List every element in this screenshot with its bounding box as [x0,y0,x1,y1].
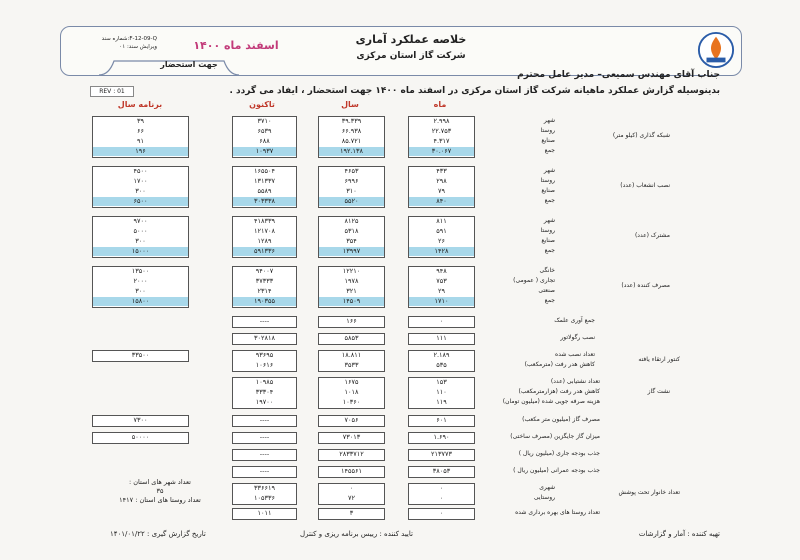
table-cell: ۳۷۱۰ [257,117,272,125]
table-cell: ۷۳۰۱۳ [342,433,361,441]
single-label: نصب رگولاتور [560,334,595,341]
table-cell: ۱۹۲.۱۳۸ [319,147,384,156]
year-box [318,432,385,444]
month-box [408,432,475,444]
table-cell: ۵۹۱۳۳۶ [233,247,296,256]
table-cell: ۱۳۵۰۰ [131,267,150,275]
todate-box [232,333,297,345]
table-cell: ۶۶.۹۳۸ [341,127,362,135]
year-box [318,377,385,409]
todate-box [232,432,297,444]
year-box [318,449,385,461]
year-box [318,483,385,505]
table-cell: ۱۳۱۳۳۷ [254,177,275,185]
table-cell: ۳۰۰ [135,187,146,195]
table-cell: ۵۳۵ [436,361,447,369]
table-cell: ۱۰۵۳۳۶ [254,494,275,502]
row-name: صنایع [541,187,555,194]
footer-date: تاریخ گزارش گیری : ۱۴۰۱/۰۱/۲۲ [110,530,206,538]
leak-row-name: کاهش هدر رفت (هزارمترمکعب) [518,388,600,395]
table-cell: ۲۰۰۰ [133,277,148,285]
table-cell: ۴۳۳ [436,167,447,175]
row-name: شهر [543,167,555,174]
section-label: مشترک (عدد) [634,232,670,239]
year-box [318,166,385,208]
meter-row-name: تعداد نصب شده [555,351,595,358]
table-cell: ۱۶۵۵۰۴ [254,167,275,175]
table-cell: ۳۵۴ [346,237,357,245]
report-header [60,26,742,76]
month-box [408,508,475,520]
plan-box [92,166,189,208]
table-cell: ۱۵۳ [436,378,447,386]
table-cell: ۰ [439,317,444,325]
extra-label: جذب بودجه جاری (میلیون ریال ) [518,450,600,457]
row-name: تجاری ( عمومی) [513,277,555,284]
month-box [408,316,475,328]
table-cell: ۳۰۳۳۳۸ [233,197,296,206]
table-cell: ۱.۶۹۰ [433,433,450,441]
meter-row-name: کاهش هدر رفت (مترمکعب) [524,361,595,368]
table-cell: ۱۴۲۸ [409,247,474,256]
table-cell: ۱۰۶۱۶ [255,361,274,369]
todate-box [232,316,297,328]
table-cell: ۵۰۰۰۰ [131,433,150,441]
row-name: شهر [543,117,555,124]
table-cell: ۱۵۰۰۰ [93,247,188,256]
table-cell: ۵۵۲۰ [319,197,384,206]
todate-box [232,415,297,427]
row-name: جمع [544,197,555,204]
row-name: شهر [543,217,555,224]
table-cell: ۴۵۰۰ [133,167,148,175]
table-cell: ۳۸۰۵۳ [432,467,451,475]
table-cell: ۱۶۷۵ [344,378,359,386]
table-cell: ۱۹۶ [93,147,188,156]
year-box [318,116,385,158]
table-cell: ۱۹۰۳۵۵ [233,297,296,306]
table-cell: ۳۹ [137,117,144,125]
plan-box [92,116,189,158]
table-cell: ۶۵۳۹ [257,127,272,135]
table-cell: ۱۲۱۷۰۸ [254,227,275,235]
table-cell: ۰ [349,484,354,492]
todate-box [232,166,297,208]
table-cell: ۱۴۵۰۹ [319,297,384,306]
col-header-month: ماه [433,100,447,109]
table-cell: ۹۴۰۰۷ [255,267,274,275]
table-cell: ۳۵۳۳ [344,361,359,369]
table-cell: ۱۶۶ [346,317,357,325]
col-header-todate: تاکنون [249,100,275,109]
year-box [318,216,385,258]
month-box [408,166,475,208]
table-cell: ۱۰۹۸۵ [255,378,274,386]
table-cell: ۰ [439,484,444,492]
table-cell: ۴.۳۱۷ [433,137,450,145]
year-box [318,333,385,345]
table-cell: ۳۱۰ [346,187,357,195]
form-version: ویرایش سند: ۰۱ [119,44,157,50]
table-cell: ۳ [349,509,354,517]
table-cell: ۸۴۰ [409,197,474,206]
table-cell: ۷۳۰۰ [133,416,148,424]
plan-box [92,266,189,308]
table-cell: ۹۱ [137,137,144,145]
table-cell: ۷۹ [438,187,445,195]
province-cities-label: تعداد شهر های استان : [128,478,191,486]
leak-row-name: هزینه صرفه جویی شده (میلیون تومان) [502,398,600,405]
row-name: جمع [544,297,555,304]
company-logo-icon [697,31,735,69]
attention-label: جهت استحضار [160,60,218,69]
table-cell: ۸۵.۷۲۱ [341,137,362,145]
table-cell: ۲۹ [438,287,445,295]
section-label: مصرف کننده (عدد) [621,282,670,289]
table-cell: ۵۹۱ [436,227,447,235]
plan-box [92,415,189,427]
table-cell: ۵۸۵۳ [344,334,359,342]
table-cell: ۹۷۰۰ [133,217,148,225]
table-cell: ۲۱۳۷۷۳ [431,450,452,458]
table-cell: ---- [259,467,270,475]
plan-box [92,350,189,362]
table-cell: ۶۶ [137,127,144,135]
year-box [318,266,385,308]
table-cell: ۴۶۵۳ [344,167,359,175]
table-cell: ۳۳۵۰۰ [131,351,150,359]
table-cell: ۶۵۰۰ [93,197,188,206]
year-box [318,466,385,478]
table-cell: ۱۷۱۰ [409,297,474,306]
province-cities-count: ۳۵ [156,487,164,495]
table-cell: ۱۳۹۹۷ [319,247,384,256]
extra-label: جذب بودجه عمرانی (میلیون ریال ) [513,467,600,474]
section-label: شبکه گذاری (کیلو متر) [612,132,670,139]
table-cell: ۱۲۸۹ [257,237,272,245]
table-cell: ۸۱۱ [436,217,447,225]
meters-label: کنتور ارتقاء یافته [638,356,680,363]
todate-box [232,350,297,372]
todate-box [232,466,297,478]
year-box [318,508,385,520]
table-cell: ---- [259,416,270,424]
year-box [318,350,385,372]
table-cell: ۲۳۱۴ [257,287,272,295]
intro-line: بدینوسیله گزارش عملکرد ماهیانه شرکت گاز استان مرکزی در اسفند ماه ۱۴۰۰ جهت استحضار ، ایفاد می گردد . [229,86,720,96]
plan-box [92,216,189,258]
row-name: صنایع [541,137,555,144]
report-period: اسفند ماه ۱۴۰۰ [193,39,279,52]
table-cell: ۷۲ [348,494,355,502]
single-label: جمع آوری علمک [554,317,595,324]
month-box [408,377,475,409]
footer-approved: تایید کننده : رییس برنامه ریزی و کنترل [300,530,413,538]
table-cell: ۱۰۹۳۷ [233,147,296,156]
todate-box [232,377,297,409]
table-cell: ۵۵۸۹ [257,187,272,195]
table-cell: ۳۲۱ [346,287,357,295]
table-cell: ۳۰۰ [135,237,146,245]
plan-box [92,432,189,444]
month-box [408,449,475,461]
table-cell: ۳۰.۰۶۷ [409,147,474,156]
table-cell: ۳۰۲۸۱۸ [254,334,275,342]
col-header-year: سال [341,100,359,109]
section-label: نصب انشعاب (عدد) [620,182,670,189]
table-cell: ۱۸.۸۱۱ [341,351,362,359]
table-cell: ۱۱۱ [436,334,447,342]
todate-box [232,266,297,308]
row-name: صنعتی [538,287,555,294]
table-cell: ۳۰۰ [135,287,146,295]
table-cell: ۳۷۳۳۳ [255,277,274,285]
household-row-name: روستایی [533,494,555,501]
row-name: جمع [544,147,555,154]
recipient-line: جناب آقای مهندس سمیعی– مدیر عامل محترم [517,70,720,80]
company-name: شرکت گاز استان مرکزی [356,51,466,61]
row-name: خانگی [539,267,555,274]
leak-row-name: تعداد نشتیابی (عدد) [550,378,600,385]
table-cell: ۶۸۸ [259,137,270,145]
todate-box [232,116,297,158]
households-label: تعداد خانوار تحت پوشش [618,489,680,496]
table-cell: ۱۵۸۰۰ [93,297,188,306]
table-cell: ۹۳۶۹۵ [255,351,274,359]
table-cell: ۳۳۶۶۱۹ [254,484,275,492]
table-cell: ۶۰۱ [436,416,447,424]
table-cell: ۱۹۷۰۰ [255,398,274,406]
table-cell: ۱۷۰۰ [133,177,148,185]
revision-badge: REV : 01 [90,86,134,97]
todate-box [232,449,297,461]
table-cell: ۲۲.۷۵۳ [431,127,452,135]
household-row-name: شهری [539,484,555,491]
month-box [408,333,475,345]
month-box [408,216,475,258]
month-box [408,116,475,158]
table-cell: ---- [259,433,270,441]
extra-label: مصرف گاز (میلیون متر مکعب) [522,416,600,423]
month-box [408,266,475,308]
extra-label: میزان گاز جایگزین (مصرف ساختی) [510,433,600,440]
province-villages-label: تعداد روستا های استان : ۱۴۱۷ [119,496,201,504]
table-cell: ۵۰۰۰ [133,227,148,235]
month-box [408,466,475,478]
table-cell: ۸۱۲۵ [344,217,359,225]
table-cell: ۱۴۵۵۶۱ [341,467,362,475]
table-cell: ۲۹۸ [436,177,447,185]
table-cell: ۱۰۱۱ [257,509,272,517]
row-name: صنایع [541,237,555,244]
table-cell: ۲.۹۹۸ [433,117,450,125]
table-cell: ۱۰۳۶۰ [342,398,361,406]
table-cell: ۴۱۸۳۳۹ [254,217,275,225]
villages-label: تعداد روستا های بهره برداری شده [515,509,600,516]
col-header-plan: برنامه سال [117,100,163,109]
table-cell: ---- [259,317,270,325]
table-cell: ۷۰۵۶ [344,416,359,424]
todate-box [232,216,297,258]
table-cell: ۹۴۸ [436,267,447,275]
table-cell: ۰ [439,509,444,517]
todate-box [232,483,297,505]
row-name: روستا [540,127,555,134]
todate-box [232,508,297,520]
report-title: خلاصه عملکرد آماری [355,33,467,46]
table-cell: ۲.۱۸۹ [433,351,450,359]
month-box [408,350,475,372]
table-cell: ۳۹.۳۳۹ [341,117,362,125]
table-cell: ۱۱۹ [436,398,447,406]
table-cell: ۳۳۳۰۴ [255,388,274,396]
table-cell: ۲۸۳۳۷۱۲ [339,450,364,458]
footer-prepared: تهیه کننده : آمار و گزارشات [638,530,720,538]
table-cell: ۱۱۰ [436,388,447,396]
year-box [318,316,385,328]
form-info [67,35,157,51]
form-number: شماره سند:F-12-09-Q [101,36,157,42]
table-cell: ۲۶ [438,237,445,245]
row-name: جمع [544,247,555,254]
row-name: روستا [540,227,555,234]
year-box [318,415,385,427]
table-cell: ۰ [439,494,444,502]
leak-label: نشت گاز [647,388,670,395]
table-cell: ۷۵۳ [436,277,447,285]
table-cell: ---- [259,450,270,458]
month-box [408,415,475,427]
table-cell: ۱۹۷۸ [344,277,359,285]
row-name: روستا [540,177,555,184]
table-cell: ۶۹۹۶ [344,177,359,185]
table-cell: ۱۲۲۱۰ [342,267,361,275]
month-box [408,483,475,505]
table-cell: ۱۰۱۸ [344,388,359,396]
table-cell: ۵۳۱۸ [344,227,359,235]
